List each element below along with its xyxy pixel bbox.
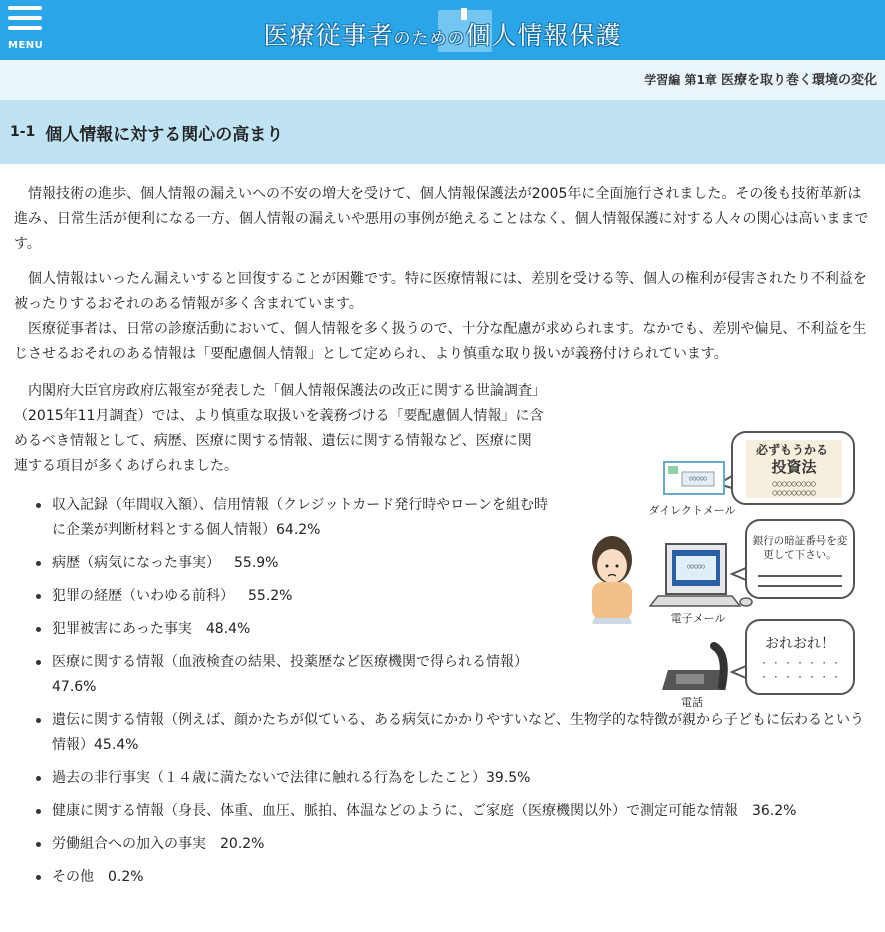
envelope-icon <box>664 462 724 494</box>
item-text: 遺伝に関する情報（例えば、顔かたちが似ている、ある病気にかかりやすいなど、生物学的な特徴が親から子どもに伝わるという情報）45.4% <box>52 712 864 753</box>
privacy-scam-illustration <box>580 428 870 718</box>
svg-text:· · · · · · ·: · · · · · · · <box>760 672 840 683</box>
item-percent: 20.2% <box>220 836 265 852</box>
list-item <box>14 766 871 791</box>
dm-bubble-text: 必ずもうかる <box>755 443 829 457</box>
site-header <box>0 0 885 60</box>
paragraph: 個人情報はいったん漏えいすると回復することが困難です。特に医療情報には、差別を受ける等、個人の権利が侵害されたり不利益を被ったりするおそれのある情報が多く含まれています。 <box>14 271 867 312</box>
paragraph: 情報技術の進歩、個人情報の漏えいへの不安の増大を受けて、個人情報保護法が2005年に全面施行されました。その後も技術革新は進み、日常生活が便利になる一方、個人情報の漏えいや悪用の事例が絶えることはなく、個人情報保護に対する人々の関心は高いままです。 <box>14 186 869 252</box>
item-text: 病歴（病気になった事実） <box>52 555 220 571</box>
list-item <box>14 650 552 700</box>
email-label: 電子メール <box>670 612 726 625</box>
section-heading <box>0 100 885 164</box>
list-item <box>14 493 552 543</box>
list-item <box>14 865 871 890</box>
menu-label: MENU <box>8 40 44 51</box>
item-text: 労働組合への加入の事実 <box>52 836 206 852</box>
item-text: その他 <box>52 869 94 885</box>
svg-text:○○○○○: ○○○○○ <box>688 475 708 482</box>
list-item <box>14 799 871 824</box>
item-text: 健康に関する情報（身長、体重、血圧、脈拍、体温などのように、ご家庭（医療機関以外）で測定可能な情報 <box>52 803 738 819</box>
speech-bubble <box>732 520 854 598</box>
dm-label: ダイレクトメール <box>648 504 736 517</box>
telephone-icon <box>662 646 726 690</box>
item-text: 過去の非行事実（１４歳に満たないで法律に触れる行為をしたこと）39.5% <box>52 770 531 786</box>
breadcrumb-chapter: 医療を取り巻く環境の変化 <box>720 73 877 88</box>
item-percent: 55.2% <box>248 588 293 604</box>
section-title: 個人情報に対する関心の高まり <box>45 124 284 145</box>
speech-bubble <box>732 620 854 694</box>
item-text: 収入記録（年間収入額）、信用情報（クレジットカード発行時やローンを組む時に企業が判断材料とする個人情報）64.2% <box>52 497 548 538</box>
item-text: 医療に関する情報（血液検査の結果、投薬歴など医療機関で得られる情報）47.6% <box>52 654 528 695</box>
svg-text:○○○○○: ○○○○○ <box>686 563 706 570</box>
dm-bubble-text: 投資法 <box>771 458 817 476</box>
site-title-part: のための <box>393 29 466 49</box>
email-bubble-text: 銀行の暗証番号を変更して下さい。 <box>752 535 848 561</box>
phone-label: 電話 <box>681 696 703 709</box>
item-percent: 48.4% <box>205 621 251 637</box>
svg-text:· · · · · · ·: · · · · · · · <box>760 658 840 669</box>
item-percent: 55.9% <box>234 555 279 571</box>
site-title-part: 個人情報保護 <box>465 21 622 50</box>
item-text: 犯罪の経歴（いわゆる前科） <box>52 588 234 604</box>
item-percent: 36.2% <box>752 803 797 819</box>
worried-person <box>592 536 632 624</box>
breadcrumb-part: 学習編 第1章 <box>644 73 717 87</box>
speech-bubble <box>718 432 854 504</box>
paragraph: 内閣府大臣官房政府広報室が発表した「個人情報保護法の改正に関する世論調査」（2015年11月調査）では、より慎重な取扱いを義務づける「要配慮個人情報」に含めるべき情報として、病歴、医療に関する情報、遺伝に関する情報など、医療に関連する項目が多くあげられました。 <box>14 383 544 474</box>
site-title-part: 医療従事者 <box>263 21 394 50</box>
section-number: 1-1 <box>10 124 36 140</box>
item-percent: 0.2% <box>108 869 144 885</box>
svg-text:○○○○○○○○○: ○○○○○○○○○ <box>772 479 816 488</box>
svg-text:○○○○○○○○○: ○○○○○○○○○ <box>772 488 816 497</box>
item-text: 犯罪被害にあった事実 <box>52 621 192 637</box>
hamburger-icon <box>8 6 42 10</box>
paragraph: 医療従事者は、日常の診療活動において、個人情報を多く扱うので、十分な配慮が求められます。なかでも、差別や偏見、不利益を生じさせるおそれのある情報は「要配慮個人情報」として定められ、より慎重な取り扱いが義務付けられています。 <box>14 321 867 362</box>
site-title[interactable] <box>0 16 885 52</box>
breadcrumb <box>0 60 885 100</box>
phone-bubble-text: おれおれ！ <box>765 636 835 652</box>
list-item <box>14 832 871 857</box>
